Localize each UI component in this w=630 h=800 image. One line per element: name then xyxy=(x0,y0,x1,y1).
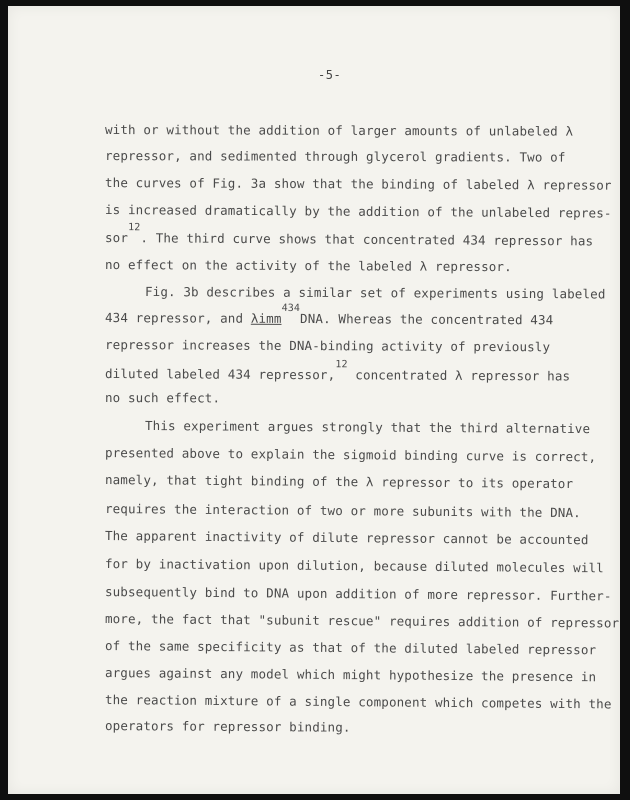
text-fragment: sor xyxy=(104,230,129,246)
page-number: -5- xyxy=(318,68,342,82)
footnote-ref: 12 xyxy=(335,359,348,371)
text-line: namely, that tight binding of the λ repressor to its operator xyxy=(104,472,574,492)
text-line: the curves of Fig. 3a show that the binding of labeled λ repressor xyxy=(104,175,612,193)
text-line: is increased dramatically by the addition of the unlabeled repres- xyxy=(104,202,612,221)
text-line: requires the interaction of two or more subunits with the DNA. xyxy=(104,501,581,521)
text-line: no such effect. xyxy=(104,390,221,406)
text-fragment: diluted labeled 434 repressor, xyxy=(104,366,336,383)
text-line: more, the fact that "subunit rescue" requires addition of repressor xyxy=(104,611,620,631)
text-line: repressor, and sedimented through glycerol gradients. Two of xyxy=(104,148,566,165)
text-line-with-footnote xyxy=(104,222,594,249)
underlined-term: λimm xyxy=(250,310,282,326)
text-line: presented above to explain the sigmoid binding curve is correct, xyxy=(104,445,597,465)
text-line: The apparent inactivity of dilute repressor cannot be accounted xyxy=(104,528,589,548)
text-line: repressor increases the DNA-binding activity of previously xyxy=(104,337,551,355)
text-fragment: . The third curve shows that concentrated 434 repressor has xyxy=(140,230,594,249)
text-line: operators for repressor binding. xyxy=(104,718,351,735)
text-line: Fig. 3b describes a similar set of experiments using labeled xyxy=(144,284,606,302)
text-line: subsequently bind to DNA upon addition of more repressor. Further- xyxy=(104,584,612,604)
document-page xyxy=(8,6,620,794)
text-line: no effect on the activity of the labeled λ repressor. xyxy=(104,257,512,275)
footnote-ref: 12 xyxy=(128,222,141,234)
text-line: argues against any model which might hypothesize the presence in xyxy=(104,665,597,685)
text-line: for by inactivation upon dilution, because diluted molecules will xyxy=(104,556,604,576)
text-fragment: 434 repressor, and xyxy=(104,310,251,326)
text-fragment: DNA. Whereas the concentrated 434 xyxy=(300,311,554,328)
text-line: of the same specificity as that of the diluted labeled repressor xyxy=(104,638,597,658)
text-line: with or without the addition of larger amounts of unlabeled λ xyxy=(104,122,574,139)
text-fragment: concentrated λ repressor has xyxy=(347,367,571,384)
text-line-with-footnote xyxy=(104,359,571,384)
text-line-with-superscript xyxy=(104,302,554,328)
text-line: the reaction mixture of a single component which competes with the xyxy=(104,692,612,712)
superscript: 434 xyxy=(281,302,301,315)
text-line: This experiment argues strongly that the third alternative xyxy=(144,418,591,437)
